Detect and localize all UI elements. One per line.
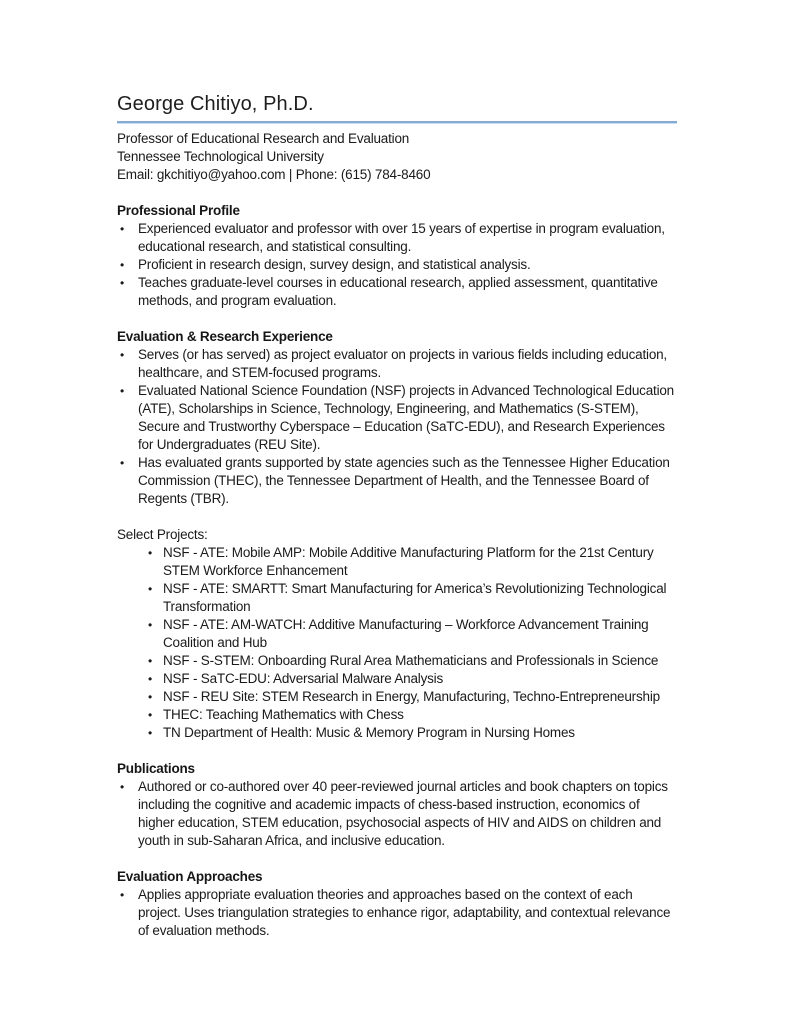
list-item — [117, 706, 677, 724]
bullet-icon: • — [120, 276, 125, 290]
list-item — [117, 778, 677, 850]
header-contact-line: Email: gkchitiyo@yahoo.com | Phone: (615) 784-8460 — [117, 167, 431, 182]
section-heading-evaluation-research-experience: Evaluation & Research Experience — [117, 329, 333, 344]
header-role: Professor of Educational Research and Evaluation — [117, 131, 410, 146]
bullet-text: Proficient in research design, survey design, and statistical analysis. — [138, 257, 531, 272]
bullet-icon: • — [148, 654, 153, 668]
bullet-icon: • — [120, 888, 125, 902]
section-heading-professional-profile: Professional Profile — [117, 203, 240, 218]
bullet-icon: • — [120, 348, 125, 362]
bullet-icon: • — [148, 618, 153, 632]
list-item — [117, 724, 677, 742]
publications-list — [117, 778, 677, 850]
list-item — [117, 688, 677, 706]
bullet-icon: • — [120, 780, 125, 794]
bullet-text: Applies appropriate evaluation theories and approaches based on the context of each project. Uses triangulation strategies to enhance rigor, adaptability, and contextual relevance of evaluation methods. — [138, 887, 671, 938]
bullet-text: NSF - ATE: SMARTT: Smart Manufacturing for America’s Revolutionizing Technological Transformation — [163, 581, 667, 614]
bullet-text: TN Department of Health: Music & Memory Program in Nursing Homes — [163, 725, 575, 740]
bullet-text: Experienced evaluator and professor with over 15 years of expertise in program evaluation, educational research, and statistical consulting. — [138, 221, 665, 254]
bullet-text: Serves (or has served) as project evaluator on projects in various fields including education, healthcare, and STEM-focused programs. — [138, 347, 667, 380]
list-item — [117, 220, 677, 256]
resume-content — [117, 92, 677, 940]
list-item — [117, 274, 677, 310]
evaluation-approaches-list — [117, 886, 677, 940]
bullet-text: NSF - SaTC-EDU: Adversarial Malware Analysis — [163, 671, 444, 686]
bullet-text: Evaluated National Science Foundation (NSF) projects in Advanced Technological Education (ATE), Scholarships in Science, Technology, Engineering, and Mathematics (S-STEM), Secure and Trustworthy Cyberspace – Education (SaTC-EDU), and Research Experiences for Undergraduates (REU Site). — [138, 383, 674, 452]
list-item — [117, 670, 677, 688]
resume-header — [117, 92, 677, 184]
page-title: George Chitiyo, Ph.D. — [117, 92, 677, 123]
list-item — [117, 616, 677, 652]
section-evaluation-research-experience — [117, 328, 677, 742]
bullet-text: Has evaluated grants supported by state agencies such as the Tennessee Higher Education Commission (THEC), the Tennessee Department of Health, and the Tennessee Board of Regents (TBR). — [138, 455, 670, 506]
bullet-icon: • — [148, 672, 153, 686]
list-item — [117, 544, 677, 580]
bullet-icon: • — [148, 690, 153, 704]
bullet-text: Teaches graduate-level courses in educational research, applied assessment, quantitative methods, and program evaluation. — [138, 275, 658, 308]
bullet-text: NSF - REU Site: STEM Research in Energy, Manufacturing, Techno-Entrepreneurship — [163, 689, 660, 704]
list-item — [117, 256, 677, 274]
bullet-icon: • — [148, 582, 153, 596]
select-projects-label: Select Projects: — [117, 527, 208, 542]
bullet-text: NSF - S-STEM: Onboarding Rural Area Mathematicians and Professionals in Science — [163, 653, 659, 668]
bullet-icon: • — [120, 456, 125, 470]
list-item — [117, 580, 677, 616]
section-heading-evaluation-approaches: Evaluation Approaches — [117, 869, 263, 884]
section-evaluation-approaches — [117, 868, 677, 940]
bullet-text: THEC: Teaching Mathematics with Chess — [163, 707, 404, 722]
bullet-text: NSF - ATE: Mobile AMP: Mobile Additive Manufacturing Platform for the 21st Century STEM Workforce Enhancement — [163, 545, 654, 578]
bullet-text: Authored or co-authored over 40 peer-reviewed journal articles and book chapters on topics including the cognitive and academic impacts of chess-based instruction, economics of higher education, STEM education, psychosocial aspects of HIV and AIDS on children and youth in sub-Saharan Africa, and inclusive education. — [138, 779, 668, 848]
header-institution: Tennessee Technological University — [117, 149, 324, 164]
section-professional-profile — [117, 202, 677, 310]
select-projects-list — [117, 544, 677, 742]
section-publications — [117, 760, 677, 850]
list-item — [117, 346, 677, 382]
bullet-icon: • — [148, 726, 153, 740]
contact-block — [117, 130, 677, 184]
list-item — [117, 886, 677, 940]
list-item — [117, 652, 677, 670]
bullet-icon: • — [120, 384, 125, 398]
experience-list — [117, 346, 677, 508]
list-item — [117, 454, 677, 508]
bullet-icon: • — [120, 222, 125, 236]
bullet-icon: • — [120, 258, 125, 272]
professional-profile-list — [117, 220, 677, 310]
bullet-icon: • — [148, 708, 153, 722]
bullet-text: NSF - ATE: AM-WATCH: Additive Manufacturing – Workforce Advancement Training Coalition and Hub — [163, 617, 649, 650]
list-item — [117, 382, 677, 454]
section-heading-publications: Publications — [117, 761, 195, 776]
bullet-icon: • — [148, 546, 153, 560]
